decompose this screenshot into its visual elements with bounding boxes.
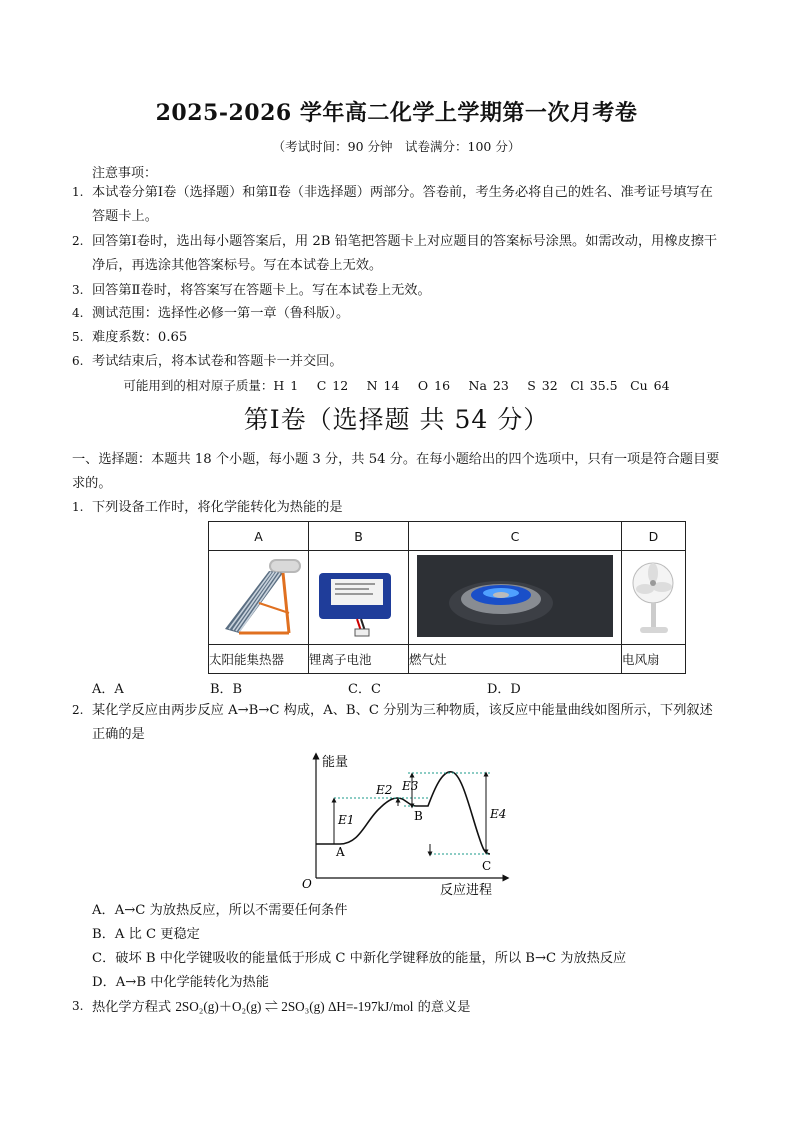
point-a-label: A (336, 845, 345, 859)
exam-subtitle: （考试时间：90 分钟 试卷满分：100 分） (272, 139, 521, 154)
note-number: 3. (72, 283, 84, 297)
e2-label: E2 (376, 783, 393, 797)
table-header: B (309, 522, 409, 551)
choice-c: C．C (348, 682, 381, 697)
q2-choice-a: A．A→C 为放热反应，所以不需要任何条件 (92, 903, 348, 918)
e3-label: E3 (402, 779, 419, 793)
stem-prefix: 热化学方程式 (92, 1000, 176, 1015)
option-name: 电风扇 (622, 645, 686, 674)
note-text: 本试卷分第Ⅰ卷（选择题）和第Ⅱ卷（非选择题）两部分。答卷前，考生务必将自己的姓名、准考证号填写在答题卡上。 (92, 185, 713, 224)
x-axis-label: 反应进程 (440, 883, 493, 898)
note-text: 测试范围：选择性必修一第一章（鲁科版）。 (92, 306, 350, 321)
thermochemical-equation: 2SO₂(g)＋O₂(g) ⇌ 2SO₃(g) ΔH=-197kJ/mol (175, 999, 414, 1014)
option-name: 太阳能集热器 (209, 645, 309, 674)
choice-a: A．A (92, 682, 124, 697)
note-number: 1. (72, 185, 84, 199)
note-number: 5. (72, 330, 84, 344)
note-text: 回答第Ⅰ卷时，选出每小题答案后，用 2B 铅笔把答题卡上对应题目的答案标号涂黑。如需改动，用橡皮擦干净后，再选涂其他答案标号。写在本试卷上无效。 (92, 234, 718, 273)
question-1 (72, 496, 720, 520)
table-header: C (409, 522, 622, 551)
note-item (72, 350, 720, 374)
table-header: D (622, 522, 686, 551)
note-number: 6. (72, 354, 84, 368)
note-item (72, 326, 720, 350)
electric-fan-image (622, 551, 686, 645)
question-number: 3. (72, 999, 84, 1013)
option-name: 燃气灶 (409, 645, 622, 674)
choice-d: D．D (487, 682, 521, 697)
note-number: 2. (72, 234, 84, 248)
question-stem: 下列设备工作时，将化学能转化为热能的是 (92, 500, 343, 515)
section-title: 第Ⅰ卷（选择题 共 54 分） (243, 405, 550, 434)
q2-choice-d: D．A→B 中化学能转化为热能 (92, 975, 269, 990)
q2-choice-b: B．A 比 C 更稳定 (92, 927, 200, 942)
question-number: 2. (72, 703, 84, 717)
q1-options-table (208, 521, 686, 674)
atomic-masses: 可能用到的相对原子质量：H 1 C 12 N 14 O 16 Na 23 S 32 Cl 35.5 Cu 64 (123, 378, 670, 393)
lithium-battery-image (309, 551, 409, 645)
note-item (72, 279, 720, 303)
note-item (72, 230, 720, 277)
question-number: 1. (72, 500, 84, 514)
origin-label: O (302, 877, 312, 891)
e1-label: E1 (338, 813, 355, 827)
table-header: A (209, 522, 309, 551)
option-name: 锂离子电池 (309, 645, 409, 674)
note-item (72, 181, 720, 228)
question-3 (72, 995, 720, 1020)
note-text: 考试结束后，将本试卷和答题卡一并交回。 (92, 354, 343, 369)
point-c-label: C (482, 859, 492, 873)
question-stem: 某化学反应由两步反应 A→B→C 构成，A、B、C 分别为三种物质，该反应中能量曲线如图所示，下列叙述正确的是 (92, 703, 713, 742)
e4-label: E4 (490, 807, 507, 821)
part-intro: 一、选择题：本题共 18 个小题，每小题 3 分，共 54 分。在每小题给出的四个选项中，只有一项是符合题目要求的。 (72, 452, 720, 491)
note-text: 难度系数：0.65 (92, 330, 188, 345)
note-item (72, 302, 720, 326)
exam-title: 2025-2026 学年高二化学上学期第一次月考卷 (155, 100, 638, 126)
q2-choice-c: C．破坏 B 中化学键吸收的能量低于形成 C 中新化学键释放的能量，所以 B→C 为放热反应 (92, 951, 627, 966)
question-2 (72, 699, 720, 746)
note-number: 4. (72, 306, 84, 320)
gas-stove-image (409, 551, 622, 645)
choice-b: B．B (210, 682, 243, 697)
energy-diagram (300, 750, 510, 898)
note-text: 回答第Ⅱ卷时，将答案写在答题卡上。写在本试卷上无效。 (92, 283, 431, 298)
point-b-label: B (414, 809, 423, 823)
question-stem (92, 995, 720, 1020)
notes-heading: 注意事项： (92, 166, 158, 181)
solar-water-heater-image (209, 551, 309, 645)
y-axis-label: 能量 (322, 755, 349, 770)
stem-suffix: 的意义是 (413, 1000, 471, 1015)
